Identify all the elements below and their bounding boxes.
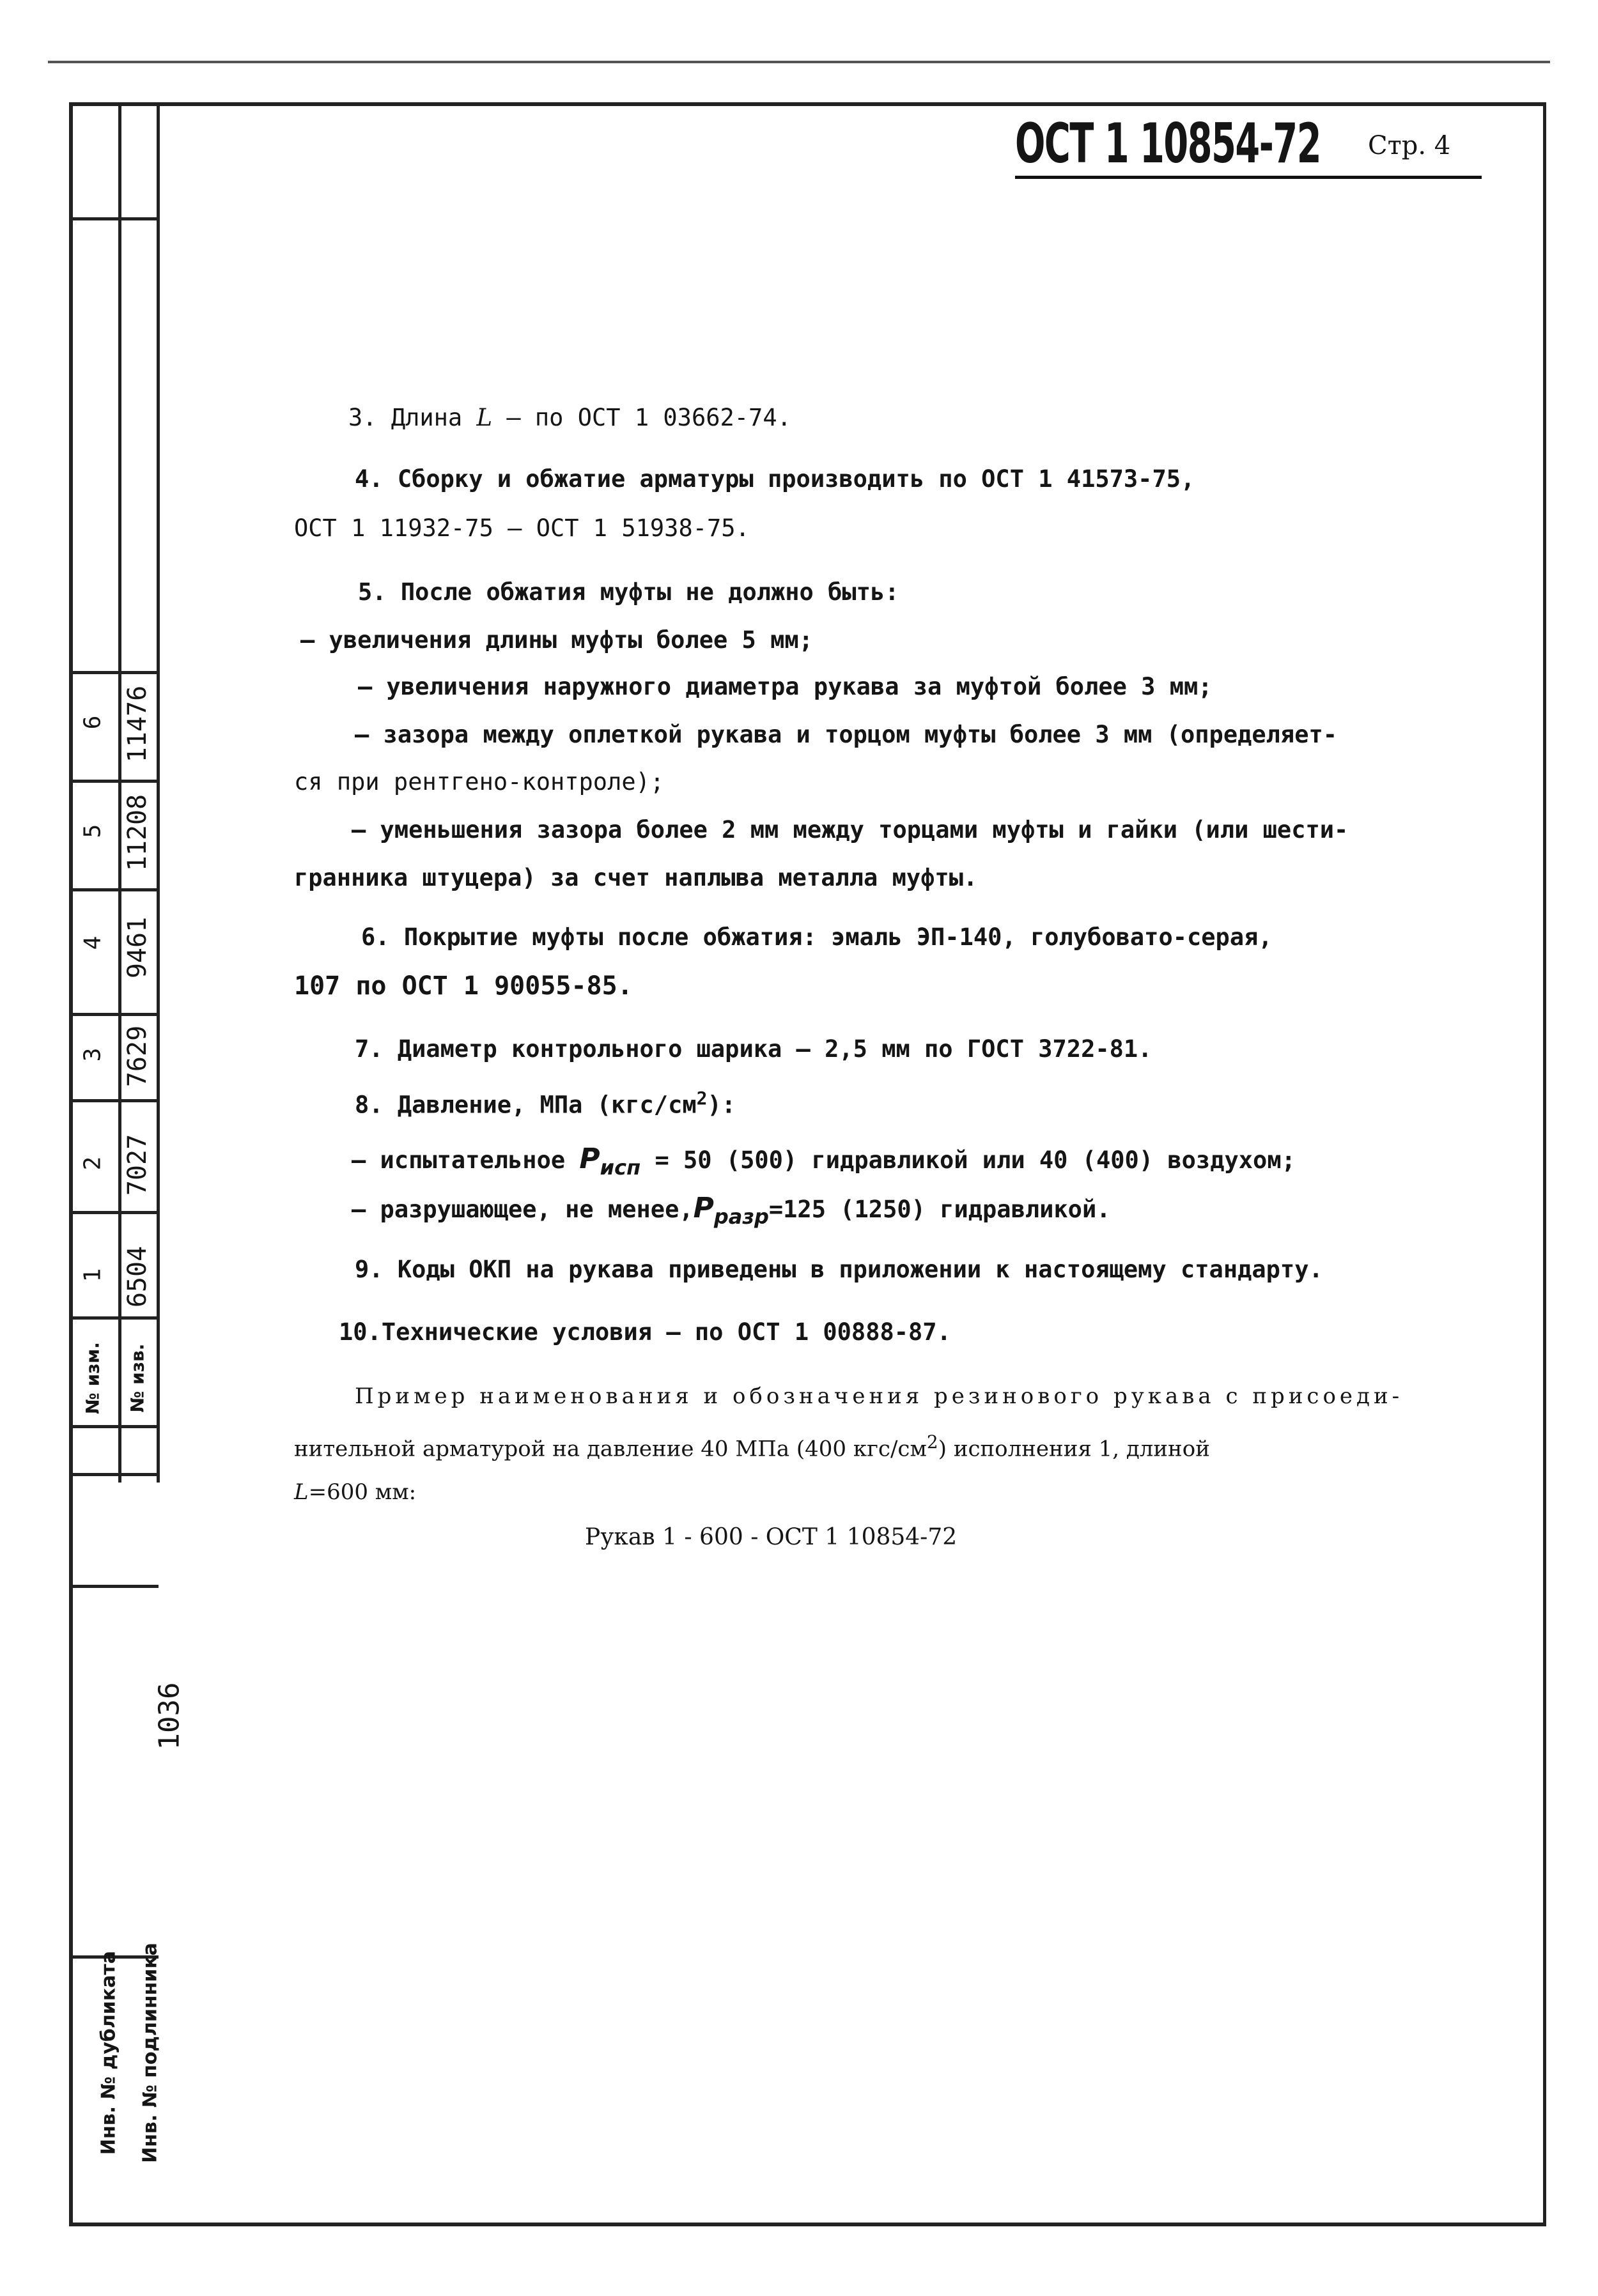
strip-divider-v2: [157, 102, 160, 1483]
item-5: 5. После обжатия муфты не должно быть:: [358, 578, 899, 606]
example-line3: L=600 мм:: [294, 1479, 417, 1505]
item-5-point-4-line1: – уменьшения зазора более 2 мм между торцами муфты и гайки (или шести-: [352, 816, 1349, 844]
item-8-test-pressure: – испытательное $P_{исп} = 50$ (500) гидравликой или 40 (400) воздухом;: [352, 1143, 1296, 1180]
item-10: 10.Технические условия – по ОСТ 1 00888-87.: [339, 1318, 951, 1346]
notice-number: 7027: [123, 1134, 152, 1196]
change-number: 1: [79, 1268, 106, 1283]
item-5-point-3-line2: ся при рентгено-контроле);: [294, 768, 665, 796]
strip-divider-h: [69, 217, 159, 220]
change-header: № изм.: [82, 1342, 104, 1414]
notice-number: 9461: [123, 916, 152, 979]
document-code: ОСТ 1 10854-72: [1015, 112, 1321, 176]
strip-divider-v1: [118, 102, 121, 1483]
example-line1: Пример наименования и обозначения резинового рукава с присоеди-: [355, 1383, 1404, 1409]
notice-number: 7629: [123, 1025, 152, 1088]
change-number: 5: [79, 824, 106, 838]
notice-number: 6504: [123, 1245, 152, 1308]
document-code-underline: [1015, 176, 1482, 179]
item-4-line1: 4. Сборку и обжатие арматуры производить по ОСТ 1 41573-75,: [355, 465, 1195, 493]
item-7: 7. Диаметр контрольного шарика – 2,5 мм по ГОСТ 3722-81.: [355, 1035, 1152, 1063]
top-rule: [48, 61, 1550, 63]
example-line2: нительной арматурой на давление 40 МПа (400 кгс/$см^2$) исполнения 1, длиной: [294, 1431, 1210, 1462]
notice-number: 11208: [123, 794, 152, 872]
item-5-point-1: – увеличения длины муфты более 5 мм;: [300, 626, 813, 654]
notice-number: 11476: [123, 685, 152, 763]
item-3: 3. Длина L – по ОСТ 1 03662-74.: [348, 404, 791, 431]
item-5-point-2: – увеличения наружного диаметра рукава за муфтой более 3 мм;: [358, 673, 1213, 700]
item-6-line2: 107 по ОСТ 1 90055-85.: [294, 971, 633, 1001]
item-5-point-4-line2: гранника штуцера) за счет наплыва металла муфты.: [294, 864, 978, 891]
change-number: 4: [79, 936, 106, 950]
pressure-symbol: $P_{исп}$: [579, 1143, 641, 1180]
item-4-line2: ОСТ 1 11932-75 – ОСТ 1 51938-75.: [294, 514, 750, 542]
pressure-symbol: $P_{разр}$: [693, 1192, 769, 1229]
change-number: 3: [79, 1047, 106, 1062]
original-inventory-label: Инв. № подлинника: [139, 1943, 162, 2163]
item-9: 9. Коды ОКП на рукава приведены в приложении к настоящему стандарту.: [355, 1256, 1323, 1283]
change-number: 2: [79, 1156, 106, 1171]
duplicate-inventory-label: Инв. № дубликата: [97, 1950, 120, 2155]
item-8: 8. Давление, МПа $(кгс/см^2)$:: [355, 1088, 736, 1119]
strip-divider-h: [69, 1585, 159, 1588]
notice-header: № изв.: [127, 1343, 148, 1413]
original-inventory-number: 1036: [153, 1682, 186, 1750]
item-5-point-3-line1: – зазора между оплеткой рукава и торцом муфты более 3 мм (определяет-: [355, 721, 1338, 748]
item-8-burst-pressure: – разрушающее, не $менее,P_{разр}=125$ (1250) гидравликой.: [352, 1192, 1111, 1229]
page-number: Стр. 4: [1368, 131, 1451, 160]
change-number: 6: [79, 715, 106, 730]
strip-divider-h: [69, 1473, 159, 1476]
item-6-line1: 6. Покрытие муфты после обжатия: эмаль ЭП-140, голубовато-серая,: [361, 923, 1273, 951]
designation-example: Рукав 1 - 600 - ОСТ 1 10854-72: [585, 1524, 958, 1550]
strip-divider-h: [69, 888, 159, 891]
